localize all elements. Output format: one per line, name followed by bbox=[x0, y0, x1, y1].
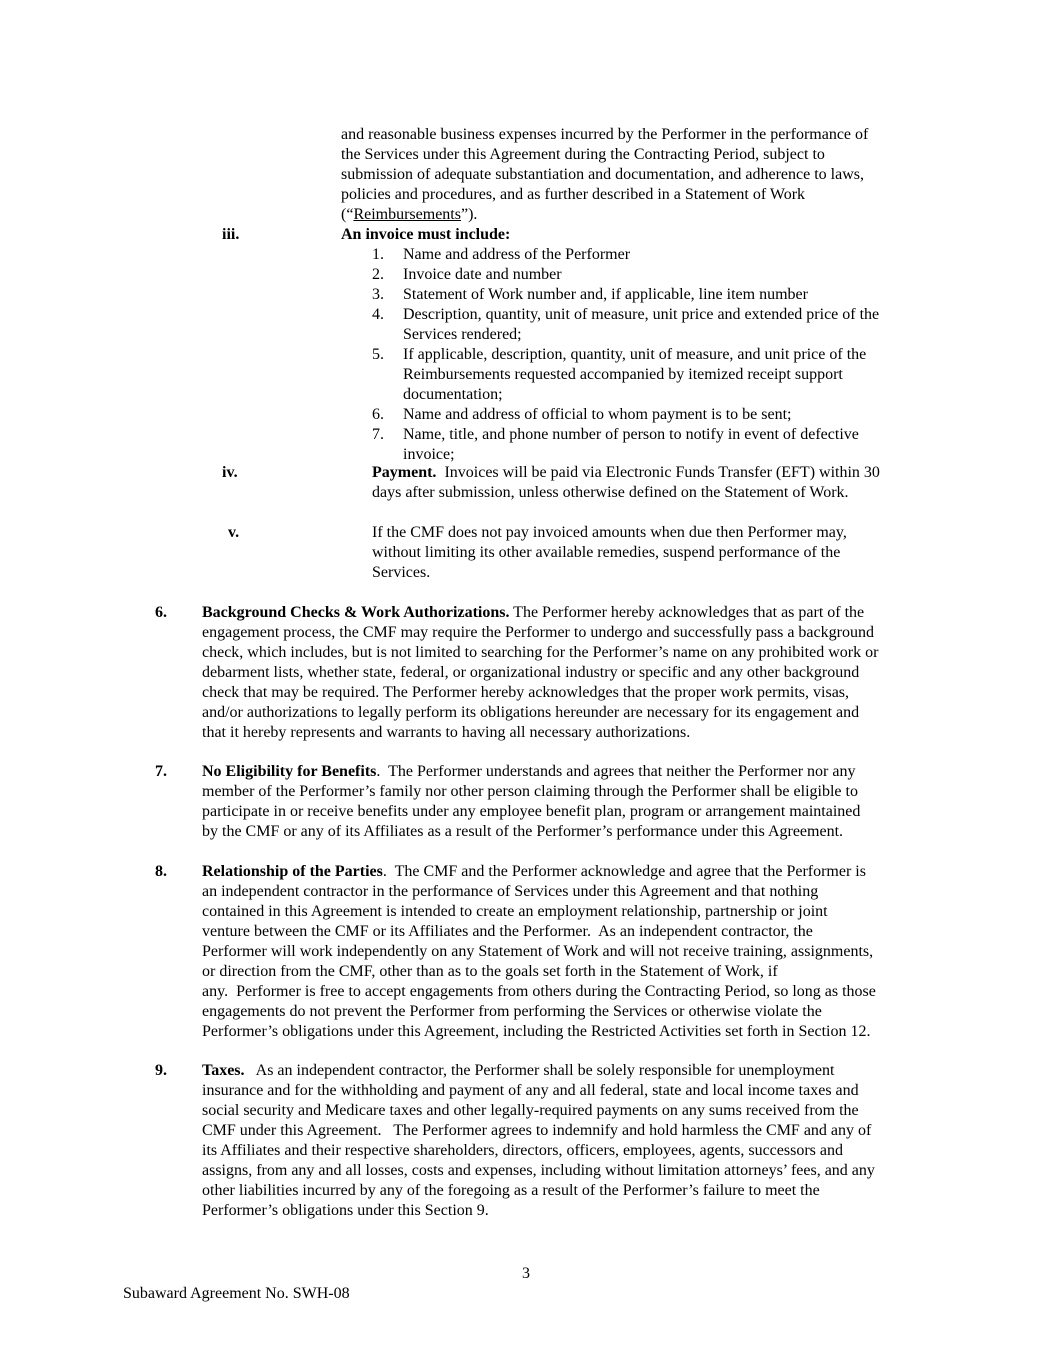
text-line bbox=[202, 603, 878, 623]
list-item bbox=[403, 285, 808, 305]
text-line: submission of adequate substantiation and documentation, and adherence to laws, bbox=[341, 166, 864, 183]
text-line: Services rendered; bbox=[403, 326, 522, 343]
list-item bbox=[403, 345, 866, 405]
list-item-number: 2. bbox=[372, 266, 384, 283]
list-item-number: 4. bbox=[372, 306, 384, 323]
section-number: 6. bbox=[155, 604, 167, 621]
text-line: that it hereby represents and warrants to having all necessary authorizations. bbox=[202, 724, 691, 741]
text-line: engagement process, the CMF may require the Performer to undergo and successfully pass a background bbox=[202, 624, 874, 641]
text-line: or direction from the CMF, other than as to the goals set forth in the Statement of Work, if bbox=[202, 963, 778, 980]
text-line bbox=[372, 463, 880, 483]
text-line: participate in or receive benefits under any employee benefit plan, program or arrangement maintained bbox=[202, 803, 861, 820]
reimbursements-paragraph bbox=[341, 125, 868, 225]
text-fragment: ”). bbox=[460, 206, 478, 223]
text-line: by the CMF or any of its Affiliates as a result of the Performer’s performance under this Agreement. bbox=[202, 823, 844, 840]
text-line: Description, quantity, unit of measure, unit price and extended price of the bbox=[403, 306, 880, 323]
list-item-number: 6. bbox=[372, 406, 384, 423]
text-line: any. Performer is free to accept engagements from others during the Contracting Period, so long as those bbox=[202, 983, 876, 1000]
text-line: CMF under this Agreement. The Performer agrees to indemnify and hold harmless the CMF and any of bbox=[202, 1122, 872, 1139]
text-line: Performer’s obligations under this Section 9. bbox=[202, 1202, 489, 1219]
text-line: insurance and for the withholding and payment of any and all federal, state and local income taxes and bbox=[202, 1082, 859, 1099]
defined-term-reimbursements: Reimbursements bbox=[353, 206, 461, 223]
text-line: If applicable, description, quantity, unit of measure, and unit price of the bbox=[403, 346, 867, 363]
text-line: Performer will work independently on any Statement of Work and will not receive training, assignments, bbox=[202, 943, 874, 960]
section-heading: No Eligibility for Benefits bbox=[202, 763, 377, 780]
text-line: policies and procedures, and as further described in a Statement of Work bbox=[341, 186, 806, 203]
clause-label-v: v. bbox=[228, 524, 240, 541]
list-item-number: 1. bbox=[372, 246, 384, 263]
list-item bbox=[403, 305, 879, 345]
text-line: venture between the CMF or its Affiliates and the Performer. As an independent contractor, the bbox=[202, 923, 813, 940]
text-line: debarment lists, whether state, federal, or organizational industry or specific and any other background bbox=[202, 664, 860, 681]
clause-label-iv: iv. bbox=[222, 464, 238, 481]
list-item bbox=[403, 405, 792, 425]
text-line bbox=[202, 862, 876, 882]
text-line: Reimbursements requested accompanied by itemized receipt support bbox=[403, 366, 843, 383]
text-line bbox=[341, 205, 868, 225]
list-item bbox=[403, 245, 630, 265]
text-line: If the CMF does not pay invoiced amounts when due then Performer may, bbox=[372, 524, 847, 541]
text-line: check, which includes, but is not limited to searching for the Performer’s name on any prohibited work or bbox=[202, 644, 879, 661]
text-line: Name and address of official to whom payment is to be sent; bbox=[403, 406, 792, 423]
text-line bbox=[202, 1061, 875, 1081]
text-line: invoice; bbox=[403, 446, 455, 463]
text-line: Statement of Work number and, if applicable, line item number bbox=[403, 286, 808, 303]
text-line: assigns, from any and all losses, costs and expenses, including without limitation attorneys’ fees, and any bbox=[202, 1162, 875, 1179]
text-line: Name, title, and phone number of person to notify in event of defective bbox=[403, 426, 859, 443]
list-item bbox=[403, 265, 562, 285]
section-9-paragraph bbox=[202, 1061, 875, 1221]
text-fragment: (“ bbox=[341, 206, 354, 223]
payment-heading: Payment. bbox=[372, 464, 437, 481]
text-line: the Services under this Agreement during the Contracting Period, subject to bbox=[341, 146, 825, 163]
section-6-paragraph bbox=[202, 603, 878, 743]
text-line: member of the Performer’s family nor other person claiming through the Performer shall be eligible to bbox=[202, 783, 858, 800]
list-item-number: 7. bbox=[372, 426, 384, 443]
text-line: Services. bbox=[372, 564, 431, 581]
text-line: Performer’s obligations under this Agreement, including the Restricted Activities set forth in Section 12. bbox=[202, 1023, 871, 1040]
text-fragment: As an independent contractor, the Performer shall be solely responsible for unemployment bbox=[244, 1062, 835, 1079]
section-number: 8. bbox=[155, 863, 167, 880]
text-fragment: . The CMF and the Performer acknowledge and agree that the Performer is bbox=[382, 863, 866, 880]
text-line: contained in this Agreement is intended to create an employment relationship, partnership or joint bbox=[202, 903, 828, 920]
section-heading: Taxes. bbox=[202, 1062, 245, 1079]
text-line: documentation; bbox=[403, 386, 503, 403]
section-number: 7. bbox=[155, 763, 167, 780]
list-item bbox=[403, 425, 859, 465]
clause-label-iii: iii. bbox=[222, 226, 240, 243]
text-fragment: . The Performer understands and agrees that neither the Performer nor any bbox=[376, 763, 856, 780]
section-number: 9. bbox=[155, 1062, 167, 1079]
invoice-requirements-heading: An invoice must include: bbox=[341, 226, 511, 243]
text-fragment: The Performer hereby acknowledges that as part of the bbox=[509, 604, 865, 621]
text-line bbox=[202, 762, 860, 782]
text-line: an independent contractor in the performance of Services under this Agreement and that nothing bbox=[202, 883, 819, 900]
payment-clause bbox=[372, 463, 880, 503]
text-line: without limiting its other available remedies, suspend performance of the bbox=[372, 544, 841, 561]
section-8-paragraph bbox=[202, 862, 876, 1042]
section-7-paragraph bbox=[202, 762, 860, 842]
text-line: check that may be required. The Performer hereby acknowledges that the proper work permits, visas, bbox=[202, 684, 850, 701]
text-line: other liabilities incurred by any of the foregoing as a result of the Performer’s failure to meet the bbox=[202, 1182, 820, 1199]
list-item-number: 3. bbox=[372, 286, 384, 303]
text-line: its Affiliates and their respective shareholders, directors, officers, employees, agents, successors and bbox=[202, 1142, 843, 1159]
text-line: social security and Medicare taxes and other legally-required payments on any sums received from the bbox=[202, 1102, 859, 1119]
page-number: 3 bbox=[522, 1265, 530, 1282]
text-fragment: Invoices will be paid via Electronic Funds Transfer (EFT) within 30 bbox=[436, 464, 880, 481]
section-heading: Background Checks & Work Authorizations. bbox=[202, 604, 510, 621]
text-line: Name and address of the Performer bbox=[403, 246, 631, 263]
text-line: engagements do not prevent the Performer from performing the Services or otherwise violate the bbox=[202, 1003, 822, 1020]
text-line: days after submission, unless otherwise defined on the Statement of Work. bbox=[372, 484, 849, 501]
text-line: Invoice date and number bbox=[403, 266, 562, 283]
section-heading: Relationship of the Parties bbox=[202, 863, 383, 880]
nonpayment-clause bbox=[372, 523, 847, 583]
text-line: and reasonable business expenses incurred by the Performer in the performance of bbox=[341, 126, 869, 143]
footer-agreement-number: Subaward Agreement No. SWH-08 bbox=[123, 1285, 350, 1302]
text-line: and/or authorizations to legally perform its obligations hereunder are necessary for its engagement and bbox=[202, 704, 860, 721]
list-item-number: 5. bbox=[372, 346, 384, 363]
